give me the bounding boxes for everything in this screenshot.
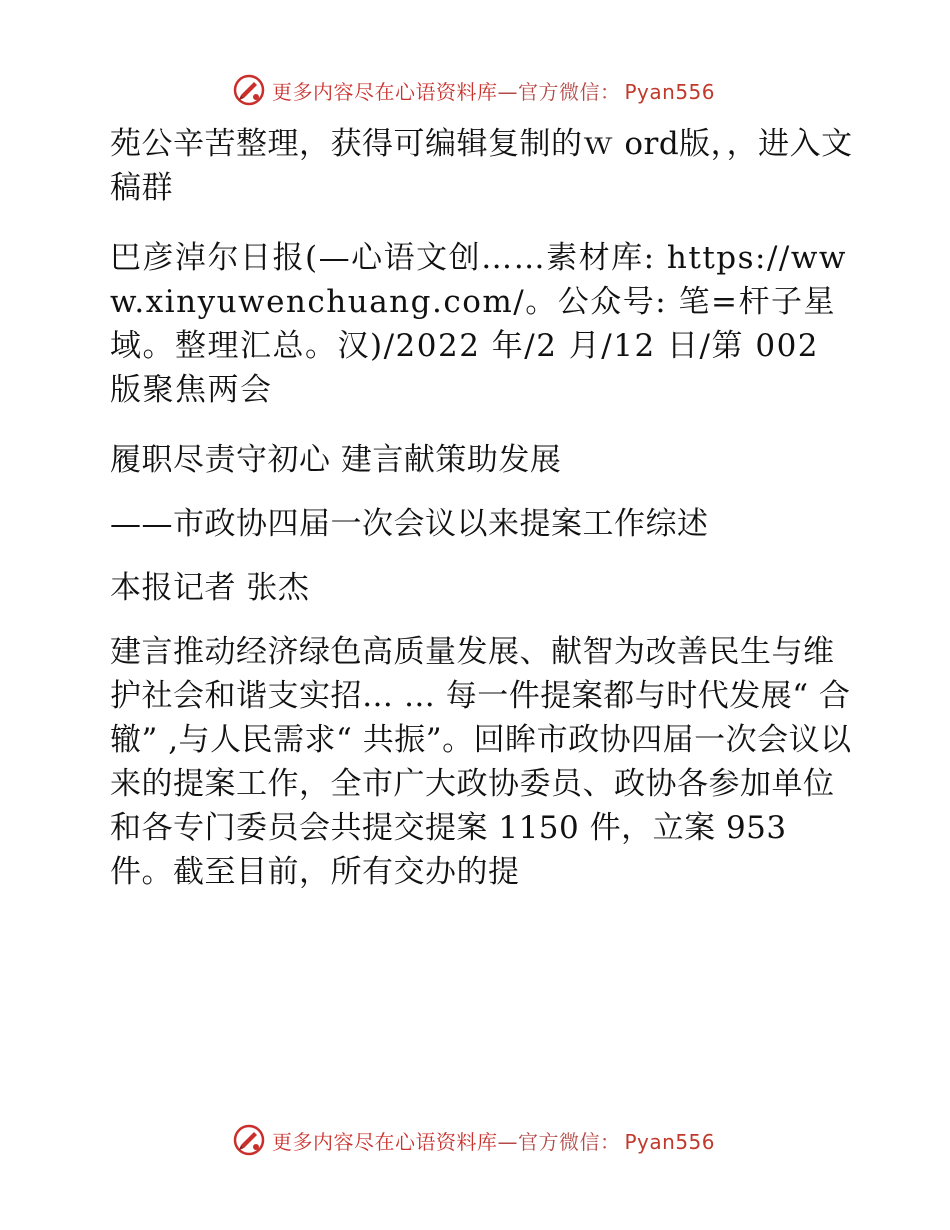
byline: 本报记者 张杰 — [110, 570, 310, 606]
body-paragraph: 建言推动经济绿色高质量发展、献智为改善民生与维护社会和谐支实招… … 每一件提案都与时代发展“ 合辙” ,与人民需求“ 共振”。回眸市政协四届一次会议以来的提案工作，全市广大政协委员、政协各参加单位和各专门委员会共提交提案 1150 件，立案 953 件。截至目前，所有交办的提 — [110, 634, 852, 890]
brand-logo-icon — [232, 73, 266, 107]
source-paragraph: 巴彦淖尔日报(—心语文创……素材库: https://www.xinyuwenchuang.com/。公众号: 笔=杆子星域。整理汇总。汉)/2022 年/2 月/12 日/第 002 版聚焦两会 — [110, 240, 847, 408]
watermark-text — [272, 76, 715, 105]
intro-paragraph: 苑公辛苦整理，获得可编辑复制的ｗ ord版，，进入文稿群 — [110, 126, 853, 206]
watermark-wechat-id: Pyan556 — [624, 79, 716, 104]
watermark-footer — [232, 1122, 715, 1158]
watermark-separator: — — [497, 1129, 518, 1154]
article-body — [98, 122, 858, 920]
watermark-wechat-id: Pyan556 — [624, 1129, 716, 1154]
watermark-header — [232, 72, 715, 108]
brand-logo-icon — [232, 1123, 266, 1157]
article-subtitle: ——市政协四届一次会议以来提案工作综述 — [110, 506, 709, 542]
watermark-main: 更多内容尽在心语资料库 — [272, 1129, 498, 1154]
watermark-main: 更多内容尽在心语资料库 — [272, 79, 498, 104]
article-title: 履职尽责守初心 建言献策助发展 — [110, 442, 562, 478]
watermark-label: 官方微信： — [518, 1129, 621, 1154]
watermark-text — [272, 1126, 715, 1155]
watermark-label: 官方微信： — [518, 79, 621, 104]
watermark-separator: — — [497, 79, 518, 104]
